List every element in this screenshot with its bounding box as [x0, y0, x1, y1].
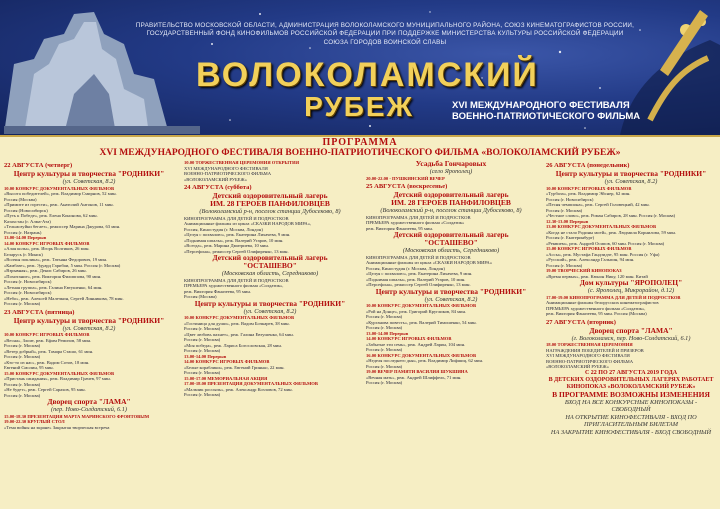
- program-subtitle: XVI МЕЖДУНАРОДНОГО ФЕСТИВАЛЯ ВОЕННО-ПАТРИОТИЧЕСКОГО ФИЛЬМА «ВОЛОКОЛАМСКИЙ РУБЕЖ»: [99, 148, 621, 158]
- schedule-line: Россия (г. Москва): [4, 301, 41, 306]
- schedule-line: 12.30-13.00 Перерыв: [546, 218, 589, 224]
- organizers-text: [118, 22, 652, 47]
- schedule-line: Россия (г. Новосибирск): [4, 279, 52, 284]
- schedule-line: КИНОПРОГРАММА ДЛЯ ДЕТЕЙ И ПОДРОСТКОВ: [366, 214, 471, 220]
- schedule-line: 10.00 КОНКУРС ДОКУМЕНТАЛЬНЫХ ФИЛЬМОВ: [184, 315, 295, 320]
- date-23-aug: 23 АВГУСТА (пятница): [4, 308, 75, 316]
- schedule-line: «Гостиница для души», реж. Вадим Бочкарев, 38 мин.: [184, 320, 290, 326]
- schedule-line: 13.00-14.00 Перерыв: [366, 330, 409, 336]
- camp-ostashevo-name: "ОСТАШЕВО": [243, 261, 297, 270]
- schedule-line: «Тельмозуйки бегает», режиссер Марина Джурова, 63 мин.: [4, 224, 121, 229]
- schedule-list: [546, 295, 716, 317]
- schedule-list: [366, 255, 536, 288]
- schedule-line: ПРЕМЬЕРА художественного фильма «Солдатик»: [366, 220, 465, 225]
- date-25-aug: 25 АВГУСТА (воскресенье): [366, 183, 448, 190]
- schedule-line: Россия (г. Москва): [366, 347, 403, 352]
- venue-lama: Дворец спорта "ЛАМА": [589, 325, 673, 335]
- schedule-line: «Турбаза», реж. Владимир Эйснер, 62 мин.: [546, 191, 631, 196]
- schedule-list: [4, 414, 174, 431]
- schedule-line: «Летная группа», реж. Галина Евтушенко, 64 мин.: [4, 284, 103, 290]
- schedule-line: Россия (г. Москва): [546, 262, 583, 268]
- venue-goncharov: Усадьба Гончаровых: [415, 160, 487, 168]
- schedule-line: 14.00 КОНКУРС ИГРОВЫХ ФИЛЬМОВ: [184, 359, 270, 364]
- schedule-line: Россия (г. Назрань): [4, 229, 42, 235]
- schedule-line: ПРЕМЬЕРА художественного фильма «Солдатик»,: [546, 305, 646, 311]
- schedule-line: КИНОПРОГРАММА ДЛЯ ДЕТЕЙ И ПОДРОСТКОВ: [184, 277, 289, 283]
- schedule-line: Россия (г. Москва): [184, 370, 221, 375]
- venue-address: (ул. Советская, 8.2): [604, 178, 658, 185]
- schedule-line: Россия (г. Москва): [184, 326, 221, 331]
- schedule-line: Беларусь (г. Минск): [4, 251, 43, 257]
- opening-ceremony: [184, 160, 356, 182]
- schedule-line: 18.00 ТОРЖЕСТВЕННАЯ ЦЕРЕМОНИЯ: [546, 342, 633, 347]
- schedule-line: «Целуя с похвалою», реж. Екатерина Лихачева, 9 мин.: [184, 232, 291, 237]
- festival-title-line-2: РУБЕЖ: [304, 91, 414, 122]
- date-22-aug: 22 АВГУСТА (четверг): [4, 162, 73, 169]
- schedule-line: «Поднимая шпалы», реж. Валерий Угаров, 10 мин.: [184, 237, 284, 243]
- schedule-line: «Цвет любовь пахнет», реж. Галина Евтушенко, 64 мин.: [184, 331, 294, 337]
- schedule-line: ПРЕМЬЕРА художественного фильма «Солдатик»,: [184, 283, 284, 288]
- schedule-line: Россия (г. Екатеринбург): [546, 235, 595, 240]
- schedule-line: 19.00 ТВОРЧЕСКИЙ КИНОПОКАЗ: [546, 268, 622, 273]
- venue-rodniki: Центр культуры и творчества "РОДНИКИ": [13, 315, 165, 325]
- schedule-line: реж. Виктория Фаназеева, 95 мин.: [184, 288, 251, 294]
- schedule-line: «Когда не стало Родины моей», реж. Людмила Корнилова, 59 мин.: [546, 229, 677, 235]
- schedule-line: Россия (г. Москва): [366, 380, 403, 385]
- venue-lama: Дворец спорта "ЛАМА": [47, 397, 131, 406]
- camp-address: (Волоколамский р-н, поселок станции Дубосеково, 8): [380, 207, 522, 214]
- schedule-list: [4, 186, 174, 307]
- schedule-line: 19.00 ВЕЧЕР ПАМЯТИ ВАСИЛИЯ ШУКШИНА: [366, 369, 468, 374]
- schedule-line: «Мальчик россыпь», реж. Александр Козловов, 72 мин.: [184, 386, 293, 392]
- header-banner: [0, 0, 720, 135]
- schedule-line: НАГРАЖДЕНИЯ ПОБЕДИТЕЛЕЙ И ПРИЗЕРОВ: [546, 347, 644, 353]
- camp-ostashevo: Детский оздоровительный лагерь: [212, 253, 328, 262]
- schedule-line: Россия (г. Новосибирск): [546, 196, 594, 202]
- schedule-line: Россия (г. Москва): [4, 392, 41, 398]
- venue-address: (ул. Советская, 8.2): [62, 324, 116, 332]
- venue-rodniki: Центр культуры и творчества "РОДНИКИ": [13, 169, 165, 178]
- schedule-line: Анимационные фильмы из цикла «СКАЗКИ НАРОДОВ МИРА»: [366, 260, 493, 265]
- program-title: ПРОГРАММА: [322, 137, 398, 148]
- schedule-line: «Русский», реж. Александр Гальпин, 94 мин.: [546, 257, 635, 262]
- schedule-line: «Время первых», реж. Кюнон Нику, 120 мин. Китай: [546, 273, 648, 279]
- column-day-2: [184, 160, 356, 509]
- pushkin-evening: 20.00-22.00 - ПУШКИНСКИЙ ВЕЧЕР: [366, 175, 445, 181]
- venue-rodniki: Центр культуры и творчества "РОДНИКИ": [375, 286, 527, 296]
- camp-panfilov: Детский оздоровительный лагерь: [393, 190, 509, 199]
- program-columns: [0, 160, 720, 509]
- schedule-line: ВОЕННО-ПАТРИОТИЧЕСКОГО ФИЛЬМА: [546, 358, 634, 364]
- schedule-line: «Кто-то из нас», реж. Вадим Сотов, 18 мин.: [4, 359, 90, 365]
- schedule-line: Россия (Москва): [4, 196, 37, 202]
- schedule-list: [184, 216, 356, 255]
- schedule-line: 10.00 КОНКУРС ДОКУМЕНТАЛЬНЫХ ФИЛЬМОВ: [4, 185, 115, 191]
- venue-address: (с. Ярополец, Микрорайон, д.12): [587, 287, 675, 294]
- schedule-line: 10.00 ТОРЖЕСТВЕННАЯ ЦЕРЕМОНИЯ ОТКРЫТИЯ: [184, 160, 300, 165]
- schedule-line: Россия (г. Москва): [184, 337, 221, 342]
- schedule-list: [366, 215, 536, 232]
- column-day-1: [4, 160, 174, 509]
- schedule-line: 15.00 КОНКУРС ИГРОВЫХ ФИЛЬМОВ: [546, 246, 632, 251]
- schedule-line: «ВОЛОКОЛАМСКИЙ РУБЕЖ»: [184, 176, 247, 182]
- entry-invitation-notice: НА ОТКРЫТИЕ КИНОФЕСТИВАЛЯ - ВХОД ПО ПРИГЛАСИТЕЛЬНЫМ БИЛЕТАМ: [565, 413, 697, 428]
- camp-ostashevo-name: "ОСТАШЕВО": [424, 238, 478, 247]
- venue-address: (г. Волоколамск, пер. Ново-Солдатский, 6.1): [571, 334, 691, 342]
- schedule-line: «Алая колы», реж. Игорь Волгиков, 26 мин.: [4, 246, 90, 251]
- program-heading: [0, 137, 720, 158]
- venue-rodniki: Центр культуры и творчества "РОДНИКИ": [555, 169, 707, 178]
- schedule-list: [184, 278, 356, 300]
- schedule-line: 14.00 КОНКУРС ИГРОВЫХ ФИЛЬМОВ: [366, 336, 452, 341]
- schedule-line: «Похитание», реж. Виктория Филиппова, 90 мин.: [4, 273, 102, 279]
- schedule-line: XVI МЕЖДУНАРОДНОГО ФЕСТИВАЛЯ: [184, 165, 268, 171]
- venue-rodniki: Центр культуры и творчества "РОДНИКИ": [194, 298, 346, 308]
- schedule-line: «Белые кораблики», реж. Евгений Гринько, 22 мин.: [184, 364, 285, 370]
- schedule-line: КИНОПРОГРАММА ДЛЯ ДЕТЕЙ И ПОДРОСТКОВ: [184, 215, 289, 221]
- schedule-line: 13.00 КОНКУРС ДОКУМЕНТАЛЬНЫХ ФИЛЬМОВ: [546, 224, 657, 229]
- entry-closing-notice: НА ЗАКРЫТИЕ КИНОФЕСТИВАЛЯ - ВХОД СВОБОДНЫЙ: [550, 428, 712, 436]
- schedule-line: реж. Виктория Фаназеева, 95 мин. Россия (Москва): [546, 311, 647, 316]
- schedule-line: «Целуя с похвалою», реж. Екатерина Лихачева, 9 мин.: [366, 271, 473, 276]
- schedule-line: Россия (г. Новосибирск): [4, 290, 52, 295]
- schedule-line: «Всегда», реж. Марина Дмитриева, 10 мин.: [184, 243, 269, 248]
- schedule-line: 15.00-18.30 ПРЕЗЕНТАЦИЯ МАРТА МАРИНСКОГО ФРОНТОВЫМ: [4, 413, 150, 419]
- schedule-line: Россия (г. Москва): [366, 325, 403, 330]
- schedule-line: «Моя победа», реж. Лариса Богословская, 28 мин.: [184, 342, 282, 348]
- camp-notice-1: С 22 ПО 27 АВГУСТА 2019 ГОДА: [584, 369, 678, 376]
- schedule-line: «Реквием», реж. Андрей Осипов, 60 мин. Россия (г. Москва): [546, 240, 665, 246]
- schedule-line: Россия (г. Москва): [546, 207, 583, 213]
- subtitle-line-2: ВОЕННО-ПАТРИОТИЧЕСКОГО ФИЛЬМА: [452, 111, 641, 122]
- schedule-line: Анимационные фильмы белорусских кинематографистов: [546, 300, 659, 305]
- subtitle-line-1: XVI МЕЖДУНАРОДНОГО ФЕСТИВАЛЯ: [452, 100, 630, 111]
- schedule-line: 15.00-17.00 МЕМОРИАЛЬНАЯ АКЦИЯ: [184, 375, 268, 381]
- schedule-line: «Персефона», режиссер Сергей Олифиренко, 13 мин.: [184, 248, 289, 254]
- schedule-line: 17.00-18.00 ПРЕЗЕНТАЦИЯ ДОКУМЕНТАЛЬНЫХ ФИЛЬМОВ: [184, 381, 318, 386]
- schedule-line: «Честное слово», реж. Роман Сабиров, 28 мин. Россия (г. Москва): [546, 213, 676, 218]
- schedule-line: 19.00-22.30 КРУГЛЫЙ СТОЛ: [4, 419, 65, 424]
- changes-notice: В ПРОГРАММЕ ВОЗМОЖНЫ ИЗМЕНЕНИЯ: [552, 389, 710, 399]
- schedule-line: «Рой на Донце», реж. Григорий Кругликов, 84 мин.: [366, 308, 467, 314]
- festival-subtitle: [452, 100, 682, 122]
- organizers-line-1: ПРАВИТЕЛЬСТВО МОСКОВСКОЙ ОБЛАСТИ, АДМИНИСТРАЦИЯ ВОЛОКОЛАМСКОГО МУНИЦИПАЛЬНОГО РАЙОНА, СОЮЗ КИНЕМАТОГРАФИСТОВ РОССИИ,: [135, 22, 635, 29]
- camp-panfilov: Детский оздоровительный лагерь: [212, 191, 328, 200]
- schedule-line: «Курганова повесть», реж. Валерий Тимошенко, 54 мин.: [366, 319, 477, 325]
- schedule-line: «Ветер добрый», реж. Тамара Сташо, 61 мин.: [4, 348, 94, 354]
- schedule-list: [546, 186, 716, 280]
- schedule-line: «Персефона», режиссер Сергей Олифиренко, 13 мин.: [366, 282, 471, 287]
- schedule-line: Анимационные фильмы из цикла «СКАЗКИ НАРОДОВ МИРА»,: [184, 221, 312, 226]
- schedule-line: Россия (г. Москва): [184, 348, 221, 353]
- camp-notice-3: КИНОПОКАЗ «ВОЛОКОЛАМСКИЙ РУБЕЖ»: [566, 383, 696, 390]
- schedule-line: Россия (г. Москва): [184, 392, 221, 397]
- venue-address: (ул. Советская, 8.2): [243, 307, 297, 315]
- festival-title-line-1: ВОЛОКОЛАМСКИЙ: [196, 56, 539, 94]
- schedule-line: 10.00 КОНКУРС ИГРОВЫХ ФИЛЬМОВ: [546, 185, 632, 191]
- schedule-line: «ВОЛОКОЛАМСКИЙ РУБЕЖ»: [546, 364, 609, 369]
- entry-free-notice: ВХОД НА ВСЕ КОНКУРСНЫЕ КИНОПОКАЗЫ - СВОБОДНЫЙ: [564, 398, 698, 413]
- schedule-line: Россия, Киностудия (г. Москва, Лондон): [184, 226, 263, 232]
- schedule-line: «Ассы», реж. Мустафа Гандзидзе, 95 мин. Россия (г. Уфа): [546, 251, 660, 257]
- schedule-line: КИНОПРОГРАММА ДЛЯ ДЕТЕЙ И ПОДРОСТКОВ: [366, 254, 471, 260]
- schedule-line: «Не будет», реж. Сергей Сарахов, 95 мин.: [4, 387, 86, 392]
- schedule-line: Россия (г. Москва): [4, 354, 41, 359]
- schedule-line: «Поднимая шпалы», реж. Валерий Угаров, 10 мин.: [366, 276, 466, 282]
- organizers-line-3: СОЮЗА ГОРОДОВ ВОИНСКОЙ СЛАВЫ: [323, 38, 447, 46]
- schedule-line: «Забытые эти семь», реж. Андрей Ларин, 104 мин.: [366, 341, 466, 347]
- schedule-line: 10.00 КОНКУРС ИГРОВЫХ ФИЛЬМОВ: [4, 332, 90, 337]
- column-day-4: [546, 160, 716, 509]
- schedule-list: [366, 303, 536, 386]
- organizers-line-2: ГОСУДАРСТВЕННЫЙ ФОНД КИНОФИЛЬМОВ РОССИЙСКОЙ ФЕДЕРАЦИИ ПРИ ПОДДЕРЖКЕ МИНИСТЕРСТВА КУЛЬТУРЫ РОССИЙСКОЙ ФЕДЕРАЦИИ: [146, 30, 624, 38]
- schedule-line: Россия (Москва): [184, 294, 217, 299]
- schedule-line: Россия, Киностудия (г. Москва, Лондон): [366, 265, 445, 271]
- camp-panfilov-name: ИМ. 28 ГЕРОЕВ ПАНФИЛОВЦЕВ: [210, 199, 330, 208]
- schedule-line: «Песня чемпиона», реж. Сергей Головецкий, 42 мин.: [546, 202, 650, 207]
- schedule-line: «Волчья поклика», реж. Татьяна Федорович, 19 мин.: [4, 257, 108, 262]
- schedule-list: [4, 332, 174, 398]
- schedule-line: «Взрывная», реж. Денис Сабиров, 26 мин.: [4, 268, 87, 273]
- schedule-list: [184, 315, 356, 398]
- schedule-line: «Высота победителей», реж. Владимир Смирнов, 52 мин.: [4, 191, 117, 196]
- schedule-line: Россия (г. Москва): [366, 314, 403, 319]
- venue-address: (село Ярополец): [429, 168, 473, 175]
- schedule-line: 10.00 КОНКУРС ДОКУМЕНТАЛЬНЫХ ФИЛЬМОВ: [366, 303, 477, 308]
- schedule-line: Евгений Смолин, 95 мин.: [4, 365, 54, 370]
- schedule-line: реж. Виктория Фаназеева, 95 мин.: [366, 225, 433, 231]
- closing-ceremony: [546, 342, 716, 370]
- schedule-line: 16.00 КОНКУРС ДОКУМЕНТАЛЬНЫХ ФИЛЬМОВ: [366, 352, 477, 358]
- column-day-3: [366, 160, 536, 509]
- venue-address: (ул. Советская, 8.2): [62, 178, 116, 185]
- camp-panfilov-name: ИМ. 28 ГЕРОЕВ ПАНФИЛОВЦЕВ: [391, 198, 511, 207]
- schedule-line: Россия (г. Москва): [4, 343, 41, 348]
- schedule-line: 17.00-19.00 КИНОПРОГРАММА ДЛЯ ДЕТЕЙ И ПОДРОСТКОВ: [546, 294, 681, 300]
- schedule-line: «Вечная мать», реж. Андрей Шлиффель, 71 мин.: [366, 374, 462, 380]
- schedule-line: «Весна», Злоит, реж. Ефим Ремизов, 58 мин.: [4, 337, 92, 343]
- date-24-aug: 24 АВГУСТА (суббота): [184, 184, 252, 191]
- camp-address: (Московская область, Середниково): [221, 270, 319, 277]
- schedule-line: «Пристань ожидания», реж. Владимир Грачев, 97 мин.: [4, 376, 111, 381]
- venue-address: (пер. Ново-Солдатский, 6.1): [51, 406, 127, 413]
- camp-address: (Московская область, Середниково): [402, 247, 500, 254]
- schedule-line: «Тема войны на экране» Закрытая творческая встреча: [4, 424, 110, 430]
- schedule-line: «Путь к Победе», реж. Елена Кононова, 62 мин.: [4, 213, 98, 218]
- schedule-line: Россия (Новосибирск): [4, 207, 48, 213]
- schedule-line: «Камбазе», реж. Эдуард Гарибаи, 5 мин. Россия (г. Москва): [4, 262, 121, 268]
- venue-address: (ул. Советская, 8.2): [424, 295, 478, 303]
- date-27-aug: 27 АВГУСТА (вторник): [546, 318, 616, 326]
- schedule-line: «Небо», реж. Алексей Малечкин, Сергей Линникова, 78 мин.: [4, 295, 124, 301]
- schedule-line: Россия (г. Москва): [366, 363, 403, 369]
- schedule-line: 13.00-14.00 Перерыв: [184, 353, 227, 359]
- schedule-line: 15.00 КОНКУРС ДОКУМЕНТАЛЬНЫХ ФИЛЬМОВ: [4, 370, 115, 376]
- schedule-line: 13.00-14.00 Перерыв: [4, 235, 47, 240]
- schedule-line: «Неделя последнего дня», реж. Владимир Лифшиц, 62 мин.: [366, 358, 484, 363]
- schedule-line: XVI МЕЖДУНАРОДНОГО ФЕСТИВАЛЯ: [546, 353, 630, 358]
- schedule-line: Россия (г. Москва): [4, 381, 41, 387]
- schedule-line: «Примите из горести», реж. Анатолий Антонов, 11 мин.: [4, 202, 114, 207]
- schedule-line: Казахстан (г. Алма-Ата): [4, 218, 51, 224]
- venue-yaropolets: Дом культуры "ЯРОПОЛЕЦ": [579, 278, 683, 287]
- camp-address: (Волоколамский р-н, поселок станции Дубосеково, 8): [199, 208, 341, 215]
- camp-ostashevo: Детский оздоровительный лагерь: [393, 230, 509, 239]
- schedule-line: ВОЕННО-ПАТРИОТИЧЕСКОГО ФИЛЬМА: [184, 171, 272, 176]
- date-26-aug: 26 АВГУСТА (понедельник): [546, 162, 630, 169]
- camp-notice-2: В ДЕТСКИХ ОЗДОРОВИТЕЛЬНЫХ ЛАГЕРЯХ РАБОТАЕТ: [548, 376, 714, 383]
- schedule-line: 14.00 КОНКУРС ИГРОВЫХ ФИЛЬМОВ: [4, 240, 90, 246]
